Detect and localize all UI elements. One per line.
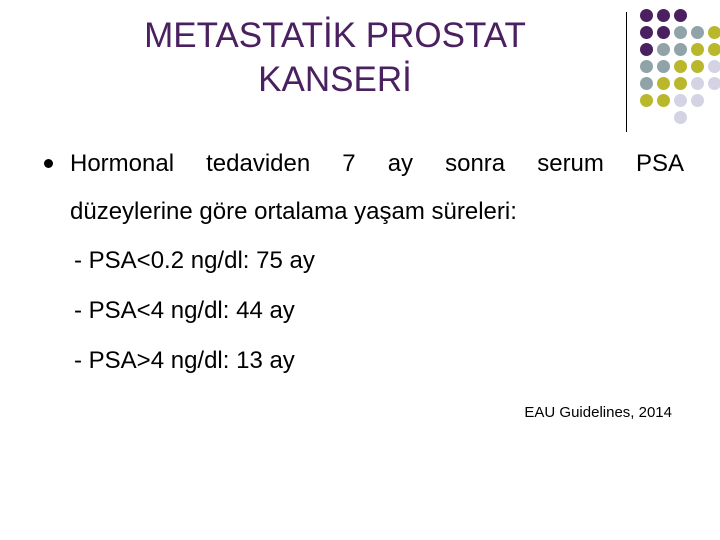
- dot-olive: [657, 94, 670, 107]
- dot-light: [691, 77, 704, 90]
- dot-olive: [640, 94, 653, 107]
- dot-olive: [674, 77, 687, 90]
- dot-purple: [640, 43, 653, 56]
- word: Hormonal: [70, 150, 175, 177]
- slide-title: [60, 14, 610, 102]
- dot-olive: [674, 60, 687, 73]
- dot-teal: [674, 43, 687, 56]
- word: ay: [387, 150, 414, 177]
- dot-light: [674, 94, 687, 107]
- dot-teal: [691, 26, 704, 39]
- dot-light: [674, 111, 687, 124]
- word: sonra: [445, 150, 506, 177]
- dot-olive: [691, 43, 704, 56]
- bullet-line-1: [70, 148, 684, 180]
- decorative-dot-grid: [640, 9, 720, 119]
- dot-olive: [708, 26, 720, 39]
- bullet-paragraph: [70, 148, 684, 228]
- bullet-line-2: düzeylerine göre ortalama yaşam süreleri:: [70, 198, 517, 225]
- dot-purple: [640, 26, 653, 39]
- main-bullet-block: [44, 148, 684, 228]
- dot-purple: [657, 26, 670, 39]
- word: tedaviden: [206, 150, 311, 177]
- reference-citation: EAU Guidelines, 2014: [524, 404, 672, 421]
- dot-olive: [657, 77, 670, 90]
- dot-teal: [657, 60, 670, 73]
- dot-teal: [674, 26, 687, 39]
- dot-light: [708, 77, 720, 90]
- dot-teal: [657, 43, 670, 56]
- word: PSA: [635, 150, 684, 177]
- word: 7: [342, 150, 356, 177]
- word: serum: [537, 150, 604, 177]
- bullet-dot-icon: [44, 159, 53, 168]
- dot-olive: [691, 60, 704, 73]
- dot-teal: [640, 77, 653, 90]
- vertical-divider: [626, 12, 627, 132]
- dot-purple: [674, 9, 687, 22]
- dot-purple: [657, 9, 670, 22]
- dot-light: [691, 94, 704, 107]
- title-line-1: METASTATİK PROSTAT: [144, 16, 526, 55]
- dot-olive: [708, 43, 720, 56]
- dot-teal: [640, 60, 653, 73]
- sub-item-psa-under-0-2: - PSA<0.2 ng/dl: 75 ay: [74, 247, 315, 274]
- sub-item-psa-over-4: - PSA>4 ng/dl: 13 ay: [74, 347, 295, 374]
- sub-item-psa-under-4: - PSA<4 ng/dl: 44 ay: [74, 297, 295, 324]
- dot-purple: [640, 9, 653, 22]
- dot-light: [708, 60, 720, 73]
- title-line-2: KANSERİ: [258, 60, 412, 99]
